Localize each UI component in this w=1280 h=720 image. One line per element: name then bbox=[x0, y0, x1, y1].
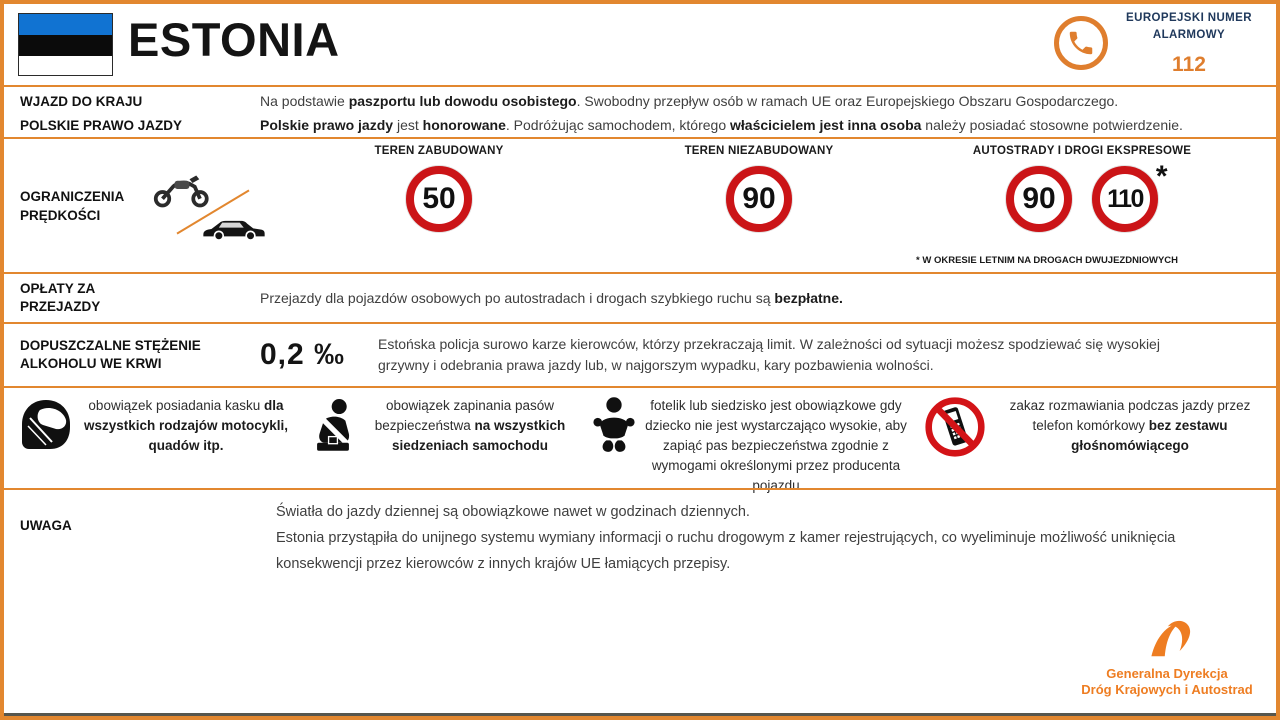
child-seat-icon bbox=[592, 396, 636, 461]
speed-col-urban bbox=[344, 145, 534, 232]
child-seat-rule bbox=[592, 396, 910, 493]
tolls-label-line1: OPŁATY ZA bbox=[20, 281, 96, 296]
speed-col-motorway bbox=[942, 145, 1222, 232]
emergency-text bbox=[1108, 10, 1264, 77]
speed-sign-110 bbox=[1092, 160, 1166, 232]
seatbelt-icon bbox=[310, 396, 356, 461]
entry-section bbox=[4, 85, 1276, 137]
no-phone-icon bbox=[924, 396, 986, 463]
emergency-label-line2: ALARMOWY bbox=[1152, 29, 1226, 41]
speed-col-rural-header: TEREN NIEZABUDOWANY bbox=[684, 145, 834, 157]
motorcycle-icon bbox=[152, 169, 212, 214]
license-row bbox=[4, 113, 1276, 137]
alcohol-label-line2: ALKOHOLU WE KRWI bbox=[20, 356, 162, 371]
asterisk-mark: * bbox=[1155, 160, 1166, 193]
speed-col-rural bbox=[664, 145, 854, 232]
alcohol-label bbox=[4, 337, 260, 373]
speed-limits-label bbox=[20, 187, 124, 225]
helmet-rule-text: obowiązek posiadania kasku dla wszystkich rodzajów motocykli, quadów itp. bbox=[83, 398, 289, 453]
phone-icon bbox=[1054, 16, 1108, 70]
speed-sign-90-rural: 90 bbox=[726, 166, 792, 232]
entry-row bbox=[4, 89, 1276, 113]
child-seat-rule-text: fotelik lub siedzisko jest obowiązkowe gdy dziecko nie jest wystarczająco wysokie, aby zapiąć pas bezpieczeństwa zgodnie z wymogami określonymi przez producenta pojazdu bbox=[645, 398, 907, 493]
bottom-edge-line bbox=[4, 713, 1276, 716]
speed-sign-50: 50 bbox=[406, 166, 472, 232]
tolls-label bbox=[4, 280, 260, 316]
alcohol-text: Estońska policja surowo karze kierowców, którzy przekraczają limit. W zależności od sytuacji możesz spodziewać się wysokiej grzywny i odebrania prawa jazdy lub, w najgorszym wypadku, kary pozbawienia wolności. bbox=[378, 336, 1160, 373]
speed-limits-section bbox=[4, 137, 1276, 272]
tolls-text: Przejazdy dla pojazdów osobowych po autostradach i drogach szybkiego ruchu są bezpłatne. bbox=[260, 290, 843, 306]
footer-org-name bbox=[1072, 666, 1262, 698]
speed-footnote: * W OKRESIE LETNIM NA DROGACH DWUJEZDNIOWYCH bbox=[916, 255, 1178, 266]
alcohol-label-line1: DOPUSZCZALNE STĘŻENIE bbox=[20, 338, 201, 353]
entry-label: WJAZD DO KRAJU bbox=[20, 93, 143, 109]
tolls-section bbox=[4, 272, 1276, 322]
note-label: UWAGA bbox=[20, 518, 72, 533]
note-content bbox=[276, 499, 1201, 577]
tolls-label-line2: PRZEJAZDY bbox=[20, 299, 101, 314]
speed-col-motorway-header: AUTOSTRADY I DROGI EKSPRESOWE bbox=[972, 145, 1192, 157]
entry-text: Na podstawie paszportu lub dowodu osobistego. Swobodny przepływ osób w ramach UE oraz Europejskiego Obszaru Gospodarczego. bbox=[260, 93, 1119, 109]
speed-label-line1: OGRANICZENIA bbox=[20, 189, 125, 204]
no-phone-rule-text: zakaz rozmawiania podczas jazdy przez telefon komórkowy bez zestawu głośnomówiącego bbox=[1009, 398, 1251, 453]
footer-org-line2: Dróg Krajowych i Autostrad bbox=[1081, 682, 1253, 697]
note-section bbox=[4, 488, 1276, 712]
car-icon bbox=[202, 215, 266, 248]
gddkia-bird-icon bbox=[1141, 646, 1193, 663]
alcohol-section bbox=[4, 322, 1276, 386]
gddkia-logo bbox=[1072, 617, 1262, 698]
no-phone-rule bbox=[924, 396, 1266, 488]
license-label: POLSKIE PRAWO JAZDY bbox=[20, 117, 183, 133]
note-line1: Światła do jazdy dziennej są obowiązkowe nawet w godzinach dziennych. bbox=[276, 504, 750, 520]
helmet-icon bbox=[18, 396, 74, 459]
helmet-rule bbox=[18, 396, 290, 488]
footer-org-line1: Generalna Dyrekcja bbox=[1106, 666, 1228, 681]
page-title: ESTONIA bbox=[128, 13, 340, 66]
seatbelt-rule bbox=[310, 396, 576, 488]
emergency-label-line1: EUROPEJSKI NUMER bbox=[1126, 12, 1252, 24]
speed-sign-110-value: 110 bbox=[1107, 184, 1143, 213]
safety-rules-section bbox=[4, 386, 1276, 493]
flag-blue-stripe bbox=[19, 14, 112, 35]
flag-black-stripe bbox=[19, 35, 112, 56]
speed-sign-90-motorway: 90 bbox=[1006, 166, 1072, 232]
speed-col-urban-header: TEREN ZABUDOWANY bbox=[374, 145, 504, 157]
speed-label-line2: PRĘDKOŚCI bbox=[20, 208, 101, 223]
seatbelt-rule-text: obowiązek zapinania pasów bezpieczeństwa na wszystkich siedzeniach samochodu bbox=[374, 398, 566, 453]
estonia-flag bbox=[18, 13, 113, 76]
emergency-block bbox=[1054, 10, 1264, 77]
header bbox=[4, 4, 1276, 85]
alcohol-limit-value: 0,2 ‰ bbox=[260, 338, 346, 371]
note-line2: Estonia przystąpiła do unijnego systemu wymiany informacji o ruchu drogowym z kamer rejestrujących, co wyeliminuje możliwość uniknięcia konsekwencji przez kierowców z innych krajów UE łamiących przepisy. bbox=[276, 530, 1176, 572]
flag-white-stripe bbox=[19, 56, 112, 75]
emergency-number: 112 bbox=[1172, 53, 1206, 76]
license-text: Polskie prawo jazdy jest honorowane. Podróżując samochodem, którego właścicielem jest inna osoba należy posiadać stosowne potwierdzenie. bbox=[260, 117, 1183, 133]
